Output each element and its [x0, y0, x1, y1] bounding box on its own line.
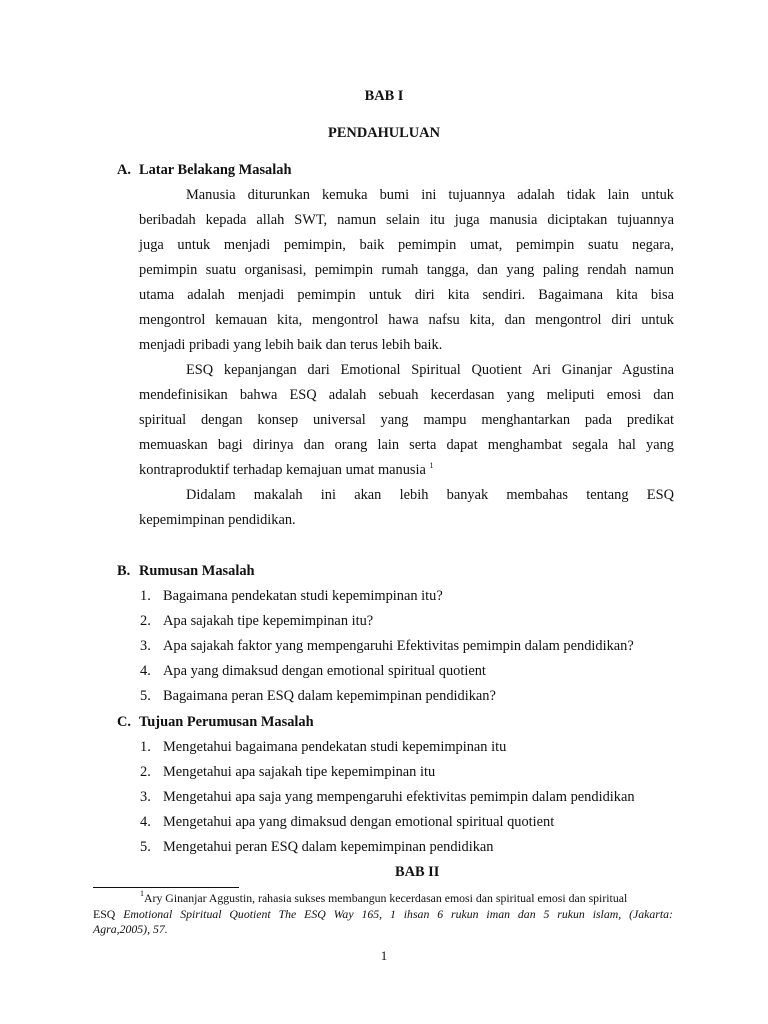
paragraph-line: menjadi pribadi yang lebih baik dan terus lebih baik.: [139, 337, 443, 353]
footnote-separator: [93, 887, 239, 888]
list-item-number: 1.: [140, 588, 151, 604]
section-a-letter: A.: [117, 162, 131, 178]
paragraph-line: beribadah kepada allah SWT, namun selain itu juga manusia diciptakan tujuannya: [139, 212, 674, 228]
paragraph-line: mengontrol kemauan kita, mengontrol hawa nafsu kita, dan mengontrol diri untuk: [139, 312, 674, 328]
footnote-number: 1: [140, 889, 144, 898]
list-item: Bagaimana peran ESQ dalam kepemimpinan pendidikan?: [163, 688, 496, 704]
section-b-title: Rumusan Masalah: [139, 563, 255, 579]
list-item: Bagaimana pendekatan studi kepemimpinan itu?: [163, 588, 443, 604]
list-item-number: 2.: [140, 613, 151, 629]
list-item: Apa sajakah tipe kepemimpinan itu?: [163, 613, 374, 629]
section-c-title: Tujuan Perumusan Masalah: [139, 714, 314, 730]
footnote-line: Agra,2005), 57.: [93, 922, 168, 936]
footnote-text: ESQ: [93, 907, 124, 921]
list-item-number: 5.: [140, 839, 151, 855]
section-a-title: Latar Belakang Masalah: [139, 162, 292, 178]
paragraph-line: mendefinisikan bahwa ESQ adalah sebuah kecerdasan yang meliputi emosi dan: [139, 387, 674, 403]
paragraph-line: pemimpin suatu organisasi, pemimpin rumah tangga, dan yang paling rendah namun: [139, 262, 674, 278]
page-number: 1: [380, 948, 388, 963]
list-item: Apa sajakah faktor yang mempengaruhi Efektivitas pemimpin dalam pendidikan?: [163, 638, 634, 654]
section-b-letter: B.: [117, 563, 131, 579]
list-item-number: 3.: [140, 789, 151, 805]
list-item: Apa yang dimaksud dengan emotional spiritual quotient: [163, 663, 486, 679]
paragraph-line: kepemimpinan pendidikan.: [139, 512, 296, 528]
list-item: Mengetahui apa yang dimaksud dengan emotional spiritual quotient: [163, 814, 555, 830]
list-item: Mengetahui bagaimana pendekatan studi kepemimpinan itu: [163, 739, 507, 755]
paragraph-line: spiritual dengan konsep universal yang mampu menghantarkan pada predikat: [139, 412, 674, 428]
footnote-line: [140, 891, 627, 906]
paragraph-line-text: kontraproduktif terhadap kemajuan umat manusia: [139, 462, 430, 478]
list-item-number: 1.: [140, 739, 151, 755]
paragraph-line: [139, 462, 674, 479]
paragraph-line: memuaskan bagi dirinya dan orang lain serta dapat menghambat segala hal yang: [139, 437, 674, 453]
paragraph-line: Manusia diturunkan kemuka bumi ini tujuannya adalah tidak lain untuk: [186, 187, 674, 203]
chapter-heading: BAB I: [364, 88, 404, 104]
list-item-number: 3.: [140, 638, 151, 654]
list-item-number: 5.: [140, 688, 151, 704]
footnote-book-title: Emotional Spiritual Quotient The ESQ Way 165, 1 ihsan 6 rukun iman dan 5 rukun islam, (Jakarta:: [123, 907, 673, 921]
list-item: Mengetahui apa saja yang mempengaruhi efektivitas pemimpin dalam pendidikan: [163, 789, 635, 805]
paragraph-line: Didalam makalah ini akan lebih banyak membahas tentang ESQ: [186, 487, 674, 503]
section-c-letter: C.: [117, 714, 131, 730]
paragraph-line: ESQ kepanjangan dari Emotional Spiritual Quotient Ari Ginanjar Agustina: [186, 362, 674, 378]
paragraph-line: utama adalah menjadi pemimpin untuk diri kita sendiri. Bagaimana kita bisa: [139, 287, 674, 303]
paragraph-line: juga untuk menjadi pemimpin, baik pemimpin umat, pemimpin suatu negara,: [139, 237, 674, 253]
list-item-number: 2.: [140, 764, 151, 780]
list-item: Mengetahui apa sajakah tipe kepemimpinan itu: [163, 764, 436, 780]
list-item-number: 4.: [140, 663, 151, 679]
footnote-reference: 1: [429, 461, 434, 470]
footnote-line: [93, 907, 673, 922]
next-chapter-heading: BAB II: [395, 864, 440, 880]
chapter-title: PENDAHULUAN: [328, 125, 440, 141]
footnote-text: Ary Ginanjar Aggustin, rahasia sukses membangun kecerdasan emosi dan spiritual emosi dan spiritual: [144, 891, 628, 905]
list-item-number: 4.: [140, 814, 151, 830]
list-item: Mengetahui peran ESQ dalam kepemimpinan pendidikan: [163, 839, 494, 855]
